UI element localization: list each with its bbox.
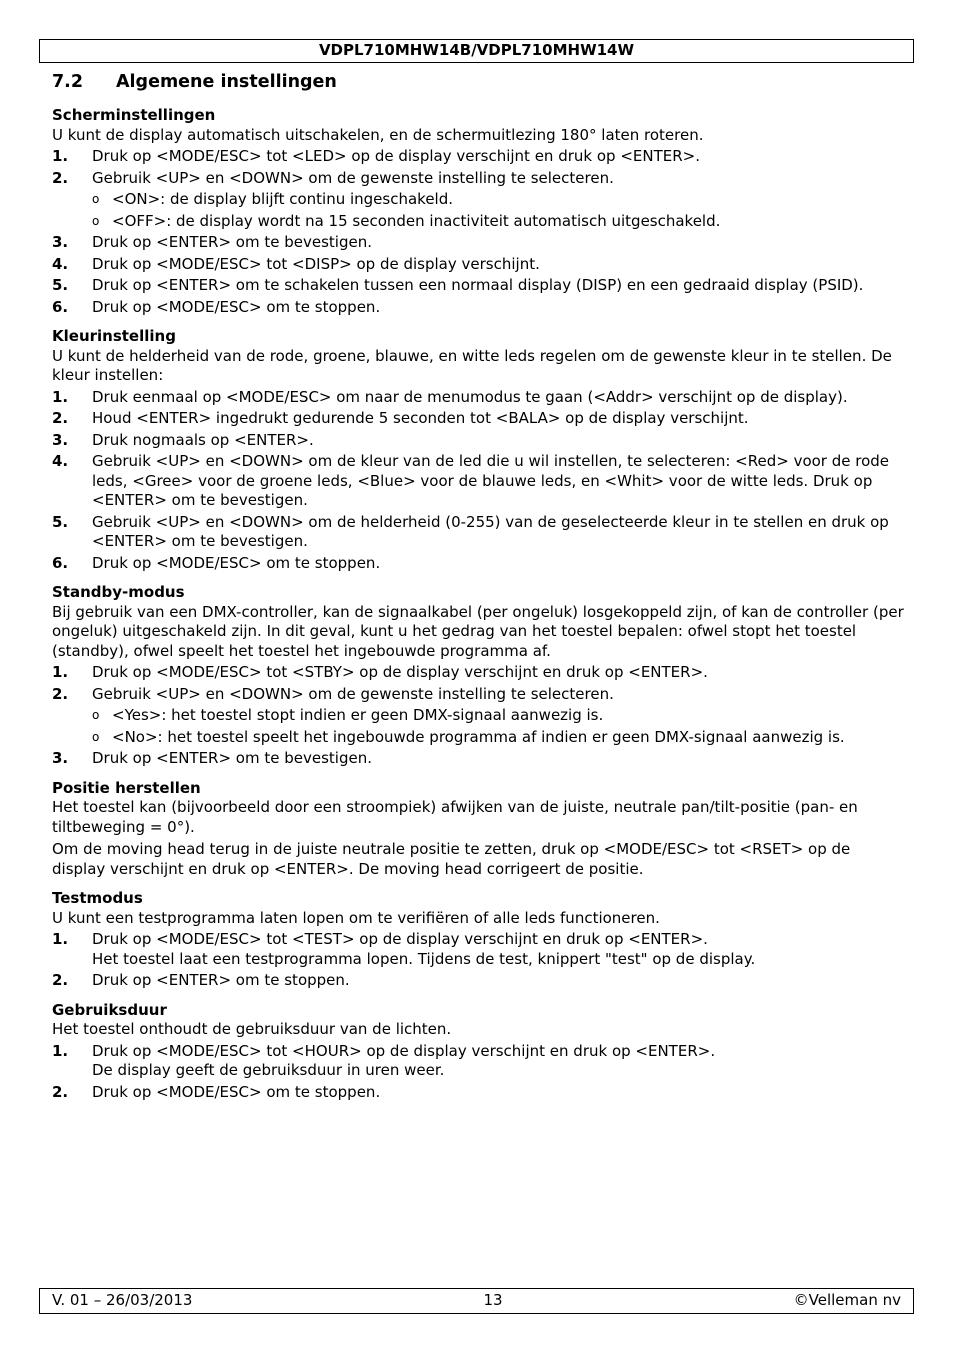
sub-option-item [92, 706, 904, 726]
model-number: VDPL710MHW14B/VDPL710MHW14W [318, 41, 635, 60]
sub-option-text: <ON>: de display blijft continu ingeschakeld. [112, 190, 454, 208]
section-title: Testmodus [52, 889, 143, 907]
step-extra-text: De display geeft de gebruiksduur in uren weer. [92, 1061, 445, 1079]
footer-copyright: ©Velleman nv [793, 1291, 901, 1310]
section-paragraph: Het toestel kan (bijvoorbeeld door een stroompiek) afwijken van de juiste, neutrale pan/tilt-positie (pan- en tiltbeweging = 0°). [52, 798, 858, 836]
step-item [52, 147, 904, 167]
step-text: Druk op <ENTER> om te bevestigen. [92, 749, 372, 767]
section-paragraph: U kunt de display automatisch uitschakelen, en de schermuitlezing 180° laten roteren. [52, 125, 704, 144]
step-item [52, 233, 904, 253]
sub-option-item [92, 190, 904, 210]
sub-option-text: <Yes>: het toestel stopt indien er geen DMX-signaal aanwezig is. [112, 706, 604, 724]
step-text: Druk op <MODE/ESC> tot <TEST> op de display verschijnt en druk op <ENTER>. [92, 930, 708, 948]
step-number: 1. [52, 387, 69, 406]
step-list [52, 147, 904, 317]
circle-bullet-icon: o [92, 213, 100, 228]
step-item [52, 452, 904, 511]
step-number: 4. [52, 254, 69, 273]
step-text: Druk op <MODE/ESC> om te stoppen. [92, 297, 381, 316]
step-text: Gebruik <UP> en <DOWN> om de helderheid (0-255) van de geselecteerde kleur in te stellen en druk op <ENTER> om te bevestigen. [92, 512, 889, 550]
section-paragraph: U kunt een testprogramma laten lopen om te verifiëren of alle leds functioneren. [52, 908, 660, 927]
step-text: Druk nogmaals op <ENTER>. [92, 430, 314, 449]
sub-option-item [92, 728, 904, 748]
step-item [52, 431, 904, 451]
step-item [52, 388, 904, 408]
section [52, 889, 904, 991]
step-number: 2. [52, 684, 69, 703]
step-number: 3. [52, 430, 69, 449]
section-paragraph: U kunt de helderheid van de rode, groene, blauwe, en witte leds regelen om de gewenste kleur in te stellen. De kleur instellen: [52, 346, 892, 384]
section-title: Standby-modus [52, 583, 185, 601]
sections-container [52, 106, 904, 1102]
step-list [52, 1042, 904, 1103]
section [52, 1001, 904, 1103]
circle-bullet-icon: o [92, 708, 100, 722]
sub-option-list [92, 190, 904, 231]
circle-bullet-icon: o [92, 729, 100, 744]
step-text: Druk op <MODE/ESC> tot <LED> op de display verschijnt en druk op <ENTER>. [92, 147, 700, 165]
step-extra-text: Het toestel laat een testprogramma lopen. Tijdens de test, knippert "test" op de display. [92, 949, 756, 968]
page-header [39, 39, 914, 63]
section-title: Gebruiksduur [52, 1000, 167, 1019]
step-number: 1. [52, 147, 69, 165]
step-item [52, 1083, 904, 1103]
step-number: 5. [52, 276, 69, 294]
step-text: Druk op <MODE/ESC> om te stoppen. [92, 553, 381, 572]
step-item [52, 663, 904, 683]
step-number: 1. [52, 930, 69, 948]
step-text: Druk op <ENTER> om te bevestigen. [92, 233, 372, 251]
step-number: 5. [52, 512, 69, 531]
step-item [52, 971, 904, 991]
step-text: Druk op <MODE/ESC> tot <DISP> op de display verschijnt. [92, 254, 540, 273]
step-number: 3. [52, 749, 69, 767]
footer-page-number: 13 [483, 1291, 503, 1310]
sub-option-list [92, 706, 904, 747]
section-title: Kleurinstelling [52, 327, 176, 345]
step-item [52, 1042, 904, 1081]
step-number: 1. [52, 663, 69, 681]
step-item [52, 255, 904, 275]
step-item [52, 513, 904, 552]
step-text: Druk op <MODE/ESC> om te stoppen. [92, 1082, 381, 1101]
section-paragraph: Bij gebruik van een DMX-controller, kan de signaalkabel (per ongeluk) losgekoppeld zijn, of kan de controller (per ongeluk) uitgeschakeld zijn. In dit geval, kunt u het gedrag van het toestel bepalen: ofwel stopt het toestel (standby), ofwel speelt het toestel het ingebouwde programma af. [52, 602, 904, 660]
step-number: 1. [52, 1041, 69, 1060]
sub-option-text: <OFF>: de display wordt na 15 seconden inactiviteit automatisch uitgeschakeld. [112, 211, 721, 230]
step-number: 3. [52, 233, 69, 251]
step-number: 2. [52, 409, 69, 427]
section-paragraph: Om de moving head terug in de juiste neutrale positie te zetten, druk op <MODE/ESC> tot <RSET> op de display verschijnt en druk op <ENTER>. De moving head corrigeert de positie. [52, 840, 851, 878]
step-text: Gebruik <UP> en <DOWN> om de kleur van de led die u wil instellen, te selecteren: <Red> voor de rode leds, <Gree> voor de groene leds, <Blue> voor de blauwe leds, en <Whit> voor de witte leds. Druk op <ENTER> om te bevestigen. [92, 452, 890, 509]
step-item [52, 298, 904, 318]
step-text: Druk eenmaal op <MODE/ESC> om naar de menumodus te gaan (<Addr> verschijnt op de display). [92, 387, 848, 406]
step-text: Druk op <MODE/ESC> tot <STBY> op de display verschijnt en druk op <ENTER>. [92, 663, 708, 681]
chapter-title: Algemene instellingen [116, 72, 337, 92]
step-text: Houd <ENTER> ingedrukt gedurende 5 seconden tot <BALA> op de display verschijnt. [92, 409, 749, 427]
step-text: Gebruik <UP> en <DOWN> om de gewenste instelling te selecteren. [92, 684, 614, 703]
section [52, 779, 904, 880]
section [52, 327, 904, 573]
step-list [52, 930, 904, 991]
step-number: 6. [52, 553, 69, 572]
step-number: 4. [52, 452, 69, 470]
step-list [52, 663, 904, 769]
sub-option-text: <No>: het toestel speelt het ingebouwde programma af indien er geen DMX-signaal aanwezig is. [112, 727, 845, 746]
section-title: Positie herstellen [52, 778, 201, 797]
step-number: 2. [52, 971, 69, 989]
section [52, 106, 904, 317]
step-text: Druk op <ENTER> om te stoppen. [92, 971, 350, 989]
footer-version: V. 01 – 26/03/2013 [52, 1291, 193, 1310]
chapter-number: 7.2 [52, 72, 84, 92]
chapter-heading [52, 70, 904, 94]
step-number: 6. [52, 297, 69, 316]
step-text: Druk op <MODE/ESC> tot <HOUR> op de display verschijnt en druk op <ENTER>. [92, 1041, 716, 1060]
sub-option-item [92, 212, 904, 232]
step-item [52, 554, 904, 574]
section-paragraph: Het toestel onthoudt de gebruiksduur van de lichten. [52, 1020, 452, 1038]
step-item [52, 749, 904, 769]
page-content [52, 70, 904, 1102]
step-item [52, 409, 904, 429]
step-number: 2. [52, 168, 69, 187]
section-title: Scherminstellingen [52, 106, 216, 124]
step-item [52, 276, 904, 296]
section [52, 583, 904, 769]
step-number: 2. [52, 1082, 69, 1101]
step-item [52, 930, 904, 969]
step-text: Gebruik <UP> en <DOWN> om de gewenste instelling te selecteren. [92, 168, 614, 187]
step-list [52, 388, 904, 574]
step-item [52, 169, 904, 232]
circle-bullet-icon: o [92, 192, 100, 206]
step-text: Druk op <ENTER> om te schakelen tussen een normaal display (DISP) en een gedraaid display (PSID). [92, 276, 864, 294]
page-footer [39, 1288, 914, 1314]
step-item [52, 685, 904, 748]
